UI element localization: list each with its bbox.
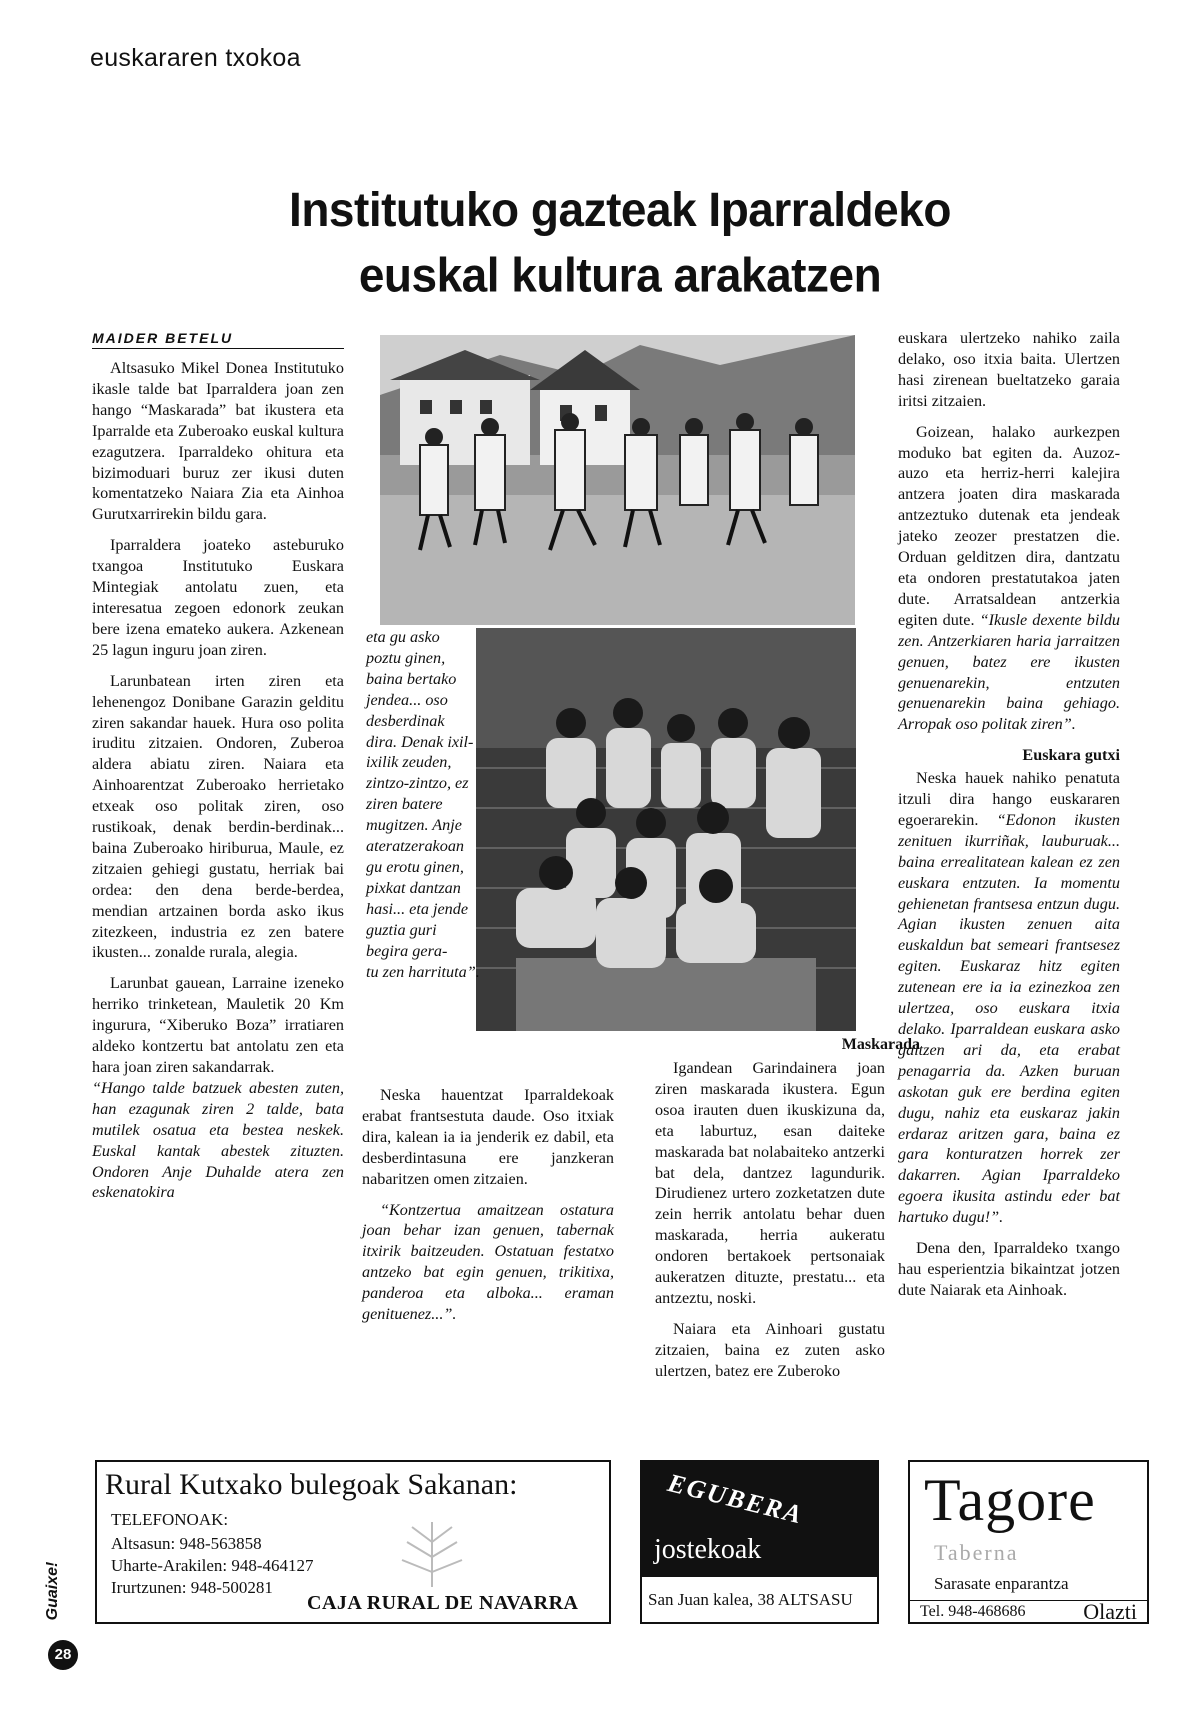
paragraph-text: Goizean, halako aurkezpen moduko bat egiten da. Auzoz-auzo eta herriz-herri kalejira antzera joaten dira maskarada antzeztuko dutenak eta jendeak jateko zeozer prestatzen die. Orduan gelditzen dira, dantzatu eta ondoren prestatutakoa jaten dute. Arratsaldean antzerkia egiten dute.: [898, 422, 1120, 629]
paragraph: Iparraldera joateko asteburuko txangoa Institutuko Euskara Mintegiak antolatu zuen, eta interesatua zegoen edonork zeukan bere izena emateko aukera. Azkenean 25 lagun inguru joan ziren.: [92, 536, 344, 659]
ad-name: EGUBERA: [664, 1468, 807, 1530]
paragraph: euskara ulertzeko nahiko zaila delako, oso itxia baita. Ulertzen hasi zirenean bueltatzeko garaia iritsi zitzaien.: [898, 329, 1120, 410]
quote-ending: tu zen harrituta”.: [366, 962, 480, 981]
quote-paragraph: “Kontzertua amaitzean ostatura joan behar izan genuen, tabernak itxirik baitzeuden. Ostatuan festatxo antzeko bat egin genuen, trikitixa, panderoa eta alboka... eraman genituenez...”.: [362, 1200, 614, 1324]
wheat-logo-icon: [387, 1512, 477, 1587]
quote-text: eta gu asko poztu ginen, baina bertako jendea... oso desberdinak dira. Denak ixil-ixilik zeuden, zintzo-zintzo, ez ziren batere mugitzen. Anje ateratzerakoan gu erotu ginen, pixkat dantzan hasi... eta jende guztia guri begira gera-: [366, 628, 474, 960]
byline: MAIDER BETELU: [92, 330, 344, 349]
paragraph: Dena den, Iparraldeko txango hau esperientzia bikaintzat jotzen dute Naiarak eta Ainhoak.: [898, 1239, 1120, 1299]
ad-phone-line: Uharte-Arakilen: 948-464127: [111, 1556, 314, 1575]
ad-phones-label: TELEFONOAK:: [111, 1510, 229, 1529]
page-number: 28: [48, 1640, 78, 1670]
paragraph: [898, 768, 1120, 1228]
paragraph: Altsasuko Mikel Donea Institutuko ikasle talde bat Iparraldera joan zen hango “Maskarada” bat ikustera eta Iparralde eta Zuberoako euskal kultura ezagutzera. Iparraldeko ohitura eta bizimoduari buruz zer ikusi duten komentatzeko Naiara Zia eta Ainhoa Gurutxarrirekin bildu gara.: [92, 359, 344, 524]
paragraph: Larunbat gauean, Larraine izeneko herriko trinketean, Mauletik 20 Km ingurura, “Xiberuko Boza” irratiaren aldeko kontzertu bat antolatu zen eta hara joan ziren sakandarrak.: [92, 974, 344, 1076]
subheading: Euskara gutxi: [1022, 746, 1120, 765]
ad-name: Tagore: [924, 1467, 1096, 1533]
column-4: [898, 328, 1120, 1311]
paragraph: [898, 422, 1120, 736]
ad-title: Rural Kutxako bulegoak Sakanan:: [105, 1468, 518, 1501]
headline-line-1: Institutuko gazteak Iparraldeko: [289, 182, 951, 237]
ad-rural-kutxa: [95, 1460, 611, 1624]
ad-kind: Taberna: [934, 1540, 1019, 1565]
paragraph: Larunbatean irten ziren eta lehenengoz Donibane Garazin gelditu ziren sakandar hauek. Hura oso polita iruditu zitzaien. Ondoren, Zuberoa aldera abiatu ziren. Naiara eta Ainhoarentzat Zuberoako herrietako etxeak oso politak ziren, oso rustikoak, denak berdin-berdinak... baina Zuberoako hiriburua, Maule, ez zitzaien gehiegi gustatu, herriak bai ordea: den dena berde-berdea, mendian artzainen borda asko ikus zitezkeen, industria ez zen batere ikusten... zonalde rurala, alegia.: [92, 671, 344, 962]
quote-text: “Ikusle dexente bildu zen. Antzerkiaren haria jarraitzen genuen, batez ere ikusten genuenarekin, entzuten genuenarekin baina gehiago. Arropak oso politak ziren”.: [898, 610, 1121, 734]
ad-subtitle: jostekoak: [654, 1534, 762, 1565]
ad-tagore: [908, 1460, 1149, 1624]
quote-paragraph: “Hango talde batzuek abesten zuten, han ezagunak ziren 2 talde, bata mutilek osatua eta bestea neskek. Euskal kantak abestek zituzten. Ondoren Anje Duhalde atera zen eskenatokira: [92, 1078, 344, 1202]
column-2: [362, 1085, 614, 1335]
section-title: euskararen txokoa: [90, 44, 301, 72]
ad-address: San Juan kalea, 38 ALTSASU: [648, 1590, 853, 1609]
column-3: [655, 1058, 885, 1392]
ad-brand: CAJA RURAL DE NAVARRA: [307, 1592, 579, 1614]
photo-group-bridge: [476, 628, 856, 1031]
ad-phone-line: Altsasun: 948-563858: [111, 1534, 262, 1553]
ad-town: Olazti: [1083, 1599, 1137, 1624]
headline-line-2: euskal kultura arakatzen: [358, 247, 882, 302]
ad-phone: Tel. 948-468686: [920, 1603, 1026, 1620]
magazine-logo: [38, 1550, 64, 1640]
ad-place: Sarasate enparantza: [934, 1574, 1069, 1593]
paragraph-text: Neska hauek nahiko penatuta itzuli dira hango euskararen egoerarekin.: [898, 769, 1120, 829]
paragraph: Naiara eta Ainhoari gustatu zitzaien, baina ez zuten asko ulertzen, batez ere Zuberoko: [655, 1319, 885, 1380]
photo-maskarada: [380, 335, 855, 625]
ad-egubera: [640, 1460, 879, 1624]
paragraph: Igandean Garindainera joan ziren maskarada ikustera. Egun osoa irauten duen ikuskizuna da, eta laburtuz, esan daiteke maskarada bat nolabaiteko antzerki bat dela, dantzez lagundurik. Dirudienez urtero zozketatzen dute zein herrik antolatu behar duen maskarada, herria aukeratu ondoren bertakoek pertsonaiak aukeratzen dituzte, prestatu... eta antzeztu, noski.: [655, 1059, 885, 1307]
ad-phone-line: Irurtzunen: 948-500281: [111, 1578, 273, 1597]
paragraph: Neska hauentzat Iparraldekoak erabat frantsestuta daude. Oso itxiak dira, kalean ia ia jenderik ez dabil, eta desberdintasuna ere janzkeran nabaritzen omen zitzaien.: [362, 1086, 614, 1188]
pull-quote: [366, 627, 478, 982]
column-1: [92, 358, 344, 1213]
quote-text: “Edonon ikusten zenituen ikurriñak, lauburuak... baina errealitatean kalean ez zen euskara entzuten. Ia momentu gehienetan frantsesa entzun dugu. Agian ikusten zenuen aita euskaldun bat semeari frantsesez egiten. Euskaraz hitz egiten zutenean ere ia ia ezinezkoa zen ulertzea, oso euskara itxia delako. Iparraldean euskara asko galtzen ari da, eta erabat penagarria da. Azken buruan askotan guk ere berdina egiten dugu, nahiz eta euskaraz jakin erdaraz aritzen gara, baina ez gara konturatzen horrek zer dakarren. Agian Iparraldeko egoera ikusita astindu eder bat hartuko dugu!”.: [898, 810, 1120, 1227]
magazine-name: Guaixe!: [44, 1561, 61, 1621]
photo-caption: Maskarada: [841, 1036, 920, 1053]
headline: [230, 177, 1010, 307]
